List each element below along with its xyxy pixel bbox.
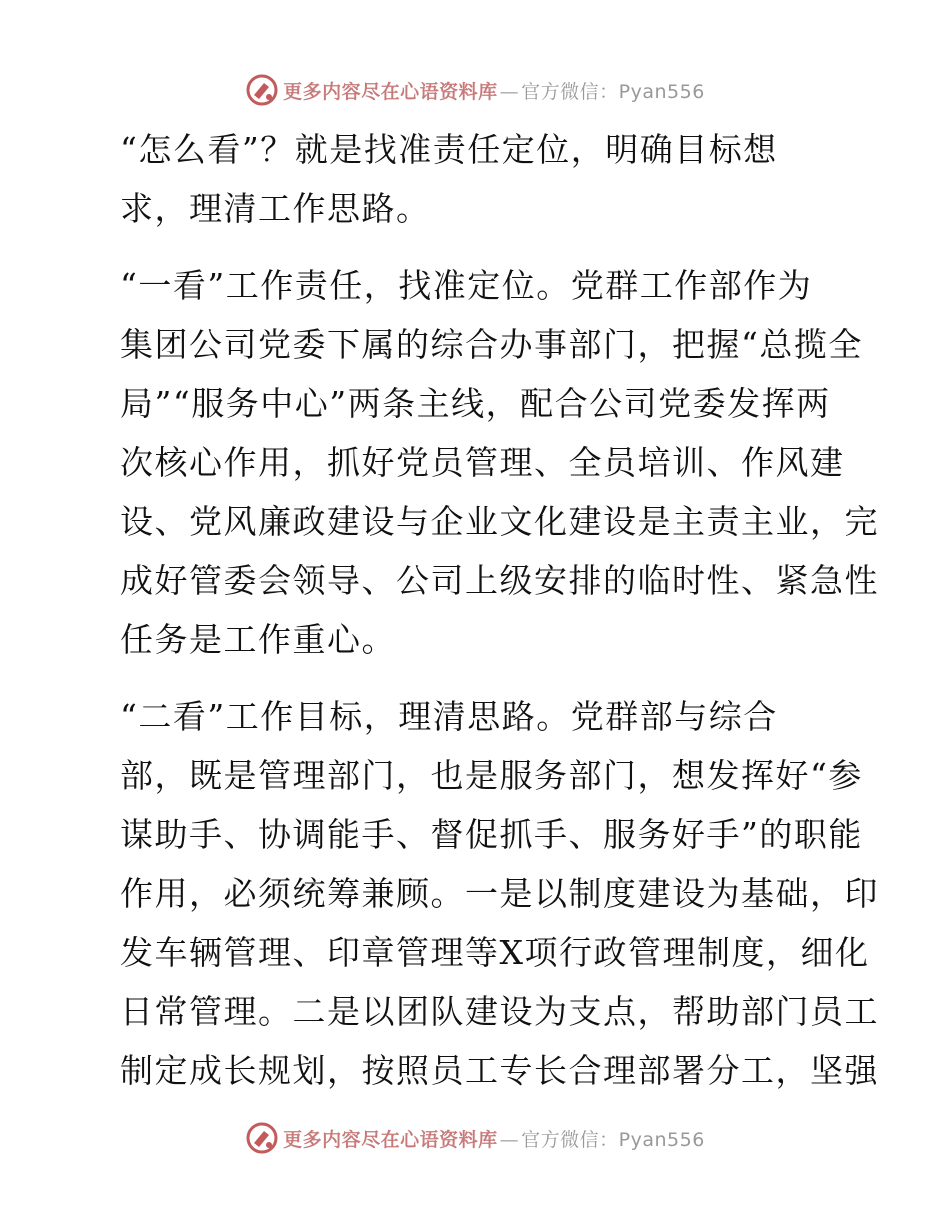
text-line: “怎么看”？就是找准责任定位，明确目标想 [120,130,778,169]
text-line: “一看”工作责任，找准定位。党群工作部作为 [120,266,813,305]
footer-banner [0,1118,950,1158]
banner-wechat-text: 官方微信：Pyan556 [521,1128,705,1151]
paragraph [98,687,879,1100]
document-body [98,120,879,1118]
banner-dash: — [499,80,520,103]
paragraph [98,120,858,238]
header-banner [0,70,950,110]
text-line: 任务是工作重心。 [120,620,396,659]
text-line: “二看”工作目标，理清思路。党群部与综合 [120,697,778,736]
text-line: 作用，必须统筹兼顾。一是以制度建设为基础，印 [120,874,879,913]
text-line: 局”“服务中心”两条主线，配合公司党委发挥两 [120,384,831,423]
banner-dash: — [499,1128,520,1151]
banner-main-text: 更多内容尽在心语资料库 [283,1128,498,1151]
banner-main-text: 更多内容尽在心语资料库 [283,80,498,103]
text-line: 制定成长规划，按照员工专长合理部署分工，坚强 [120,1051,879,1090]
text-line: 集团公司党委下属的综合办事部门，把握“总揽全 [120,325,863,364]
text-line: 次核心作用，抓好党员管理、全员培训、作风建 [120,443,845,482]
brand-logo-icon [245,73,279,107]
text-line: 求，理清工作思路。 [120,189,431,228]
banner-wechat-text: 官方微信：Pyan556 [521,80,705,103]
text-line: 部，既是管理部门，也是服务部门，想发挥好“参 [120,756,863,795]
paragraph [98,256,879,669]
text-line: 日常管理。二是以团队建设为支点，帮助部门员工 [120,992,879,1031]
text-line: 成好管委会领导、公司上级安排的临时性、紧急性 [120,561,879,600]
text-line: 设、党风廉政建设与企业文化建设是主责主业，完 [120,502,879,541]
brand-logo-icon [245,1121,279,1155]
text-line: 谋助手、协调能手、督促抓手、服务好手”的职能 [120,815,863,854]
text-line: 发车辆管理、印章管理等X项行政管理制度，细化 [120,933,870,972]
